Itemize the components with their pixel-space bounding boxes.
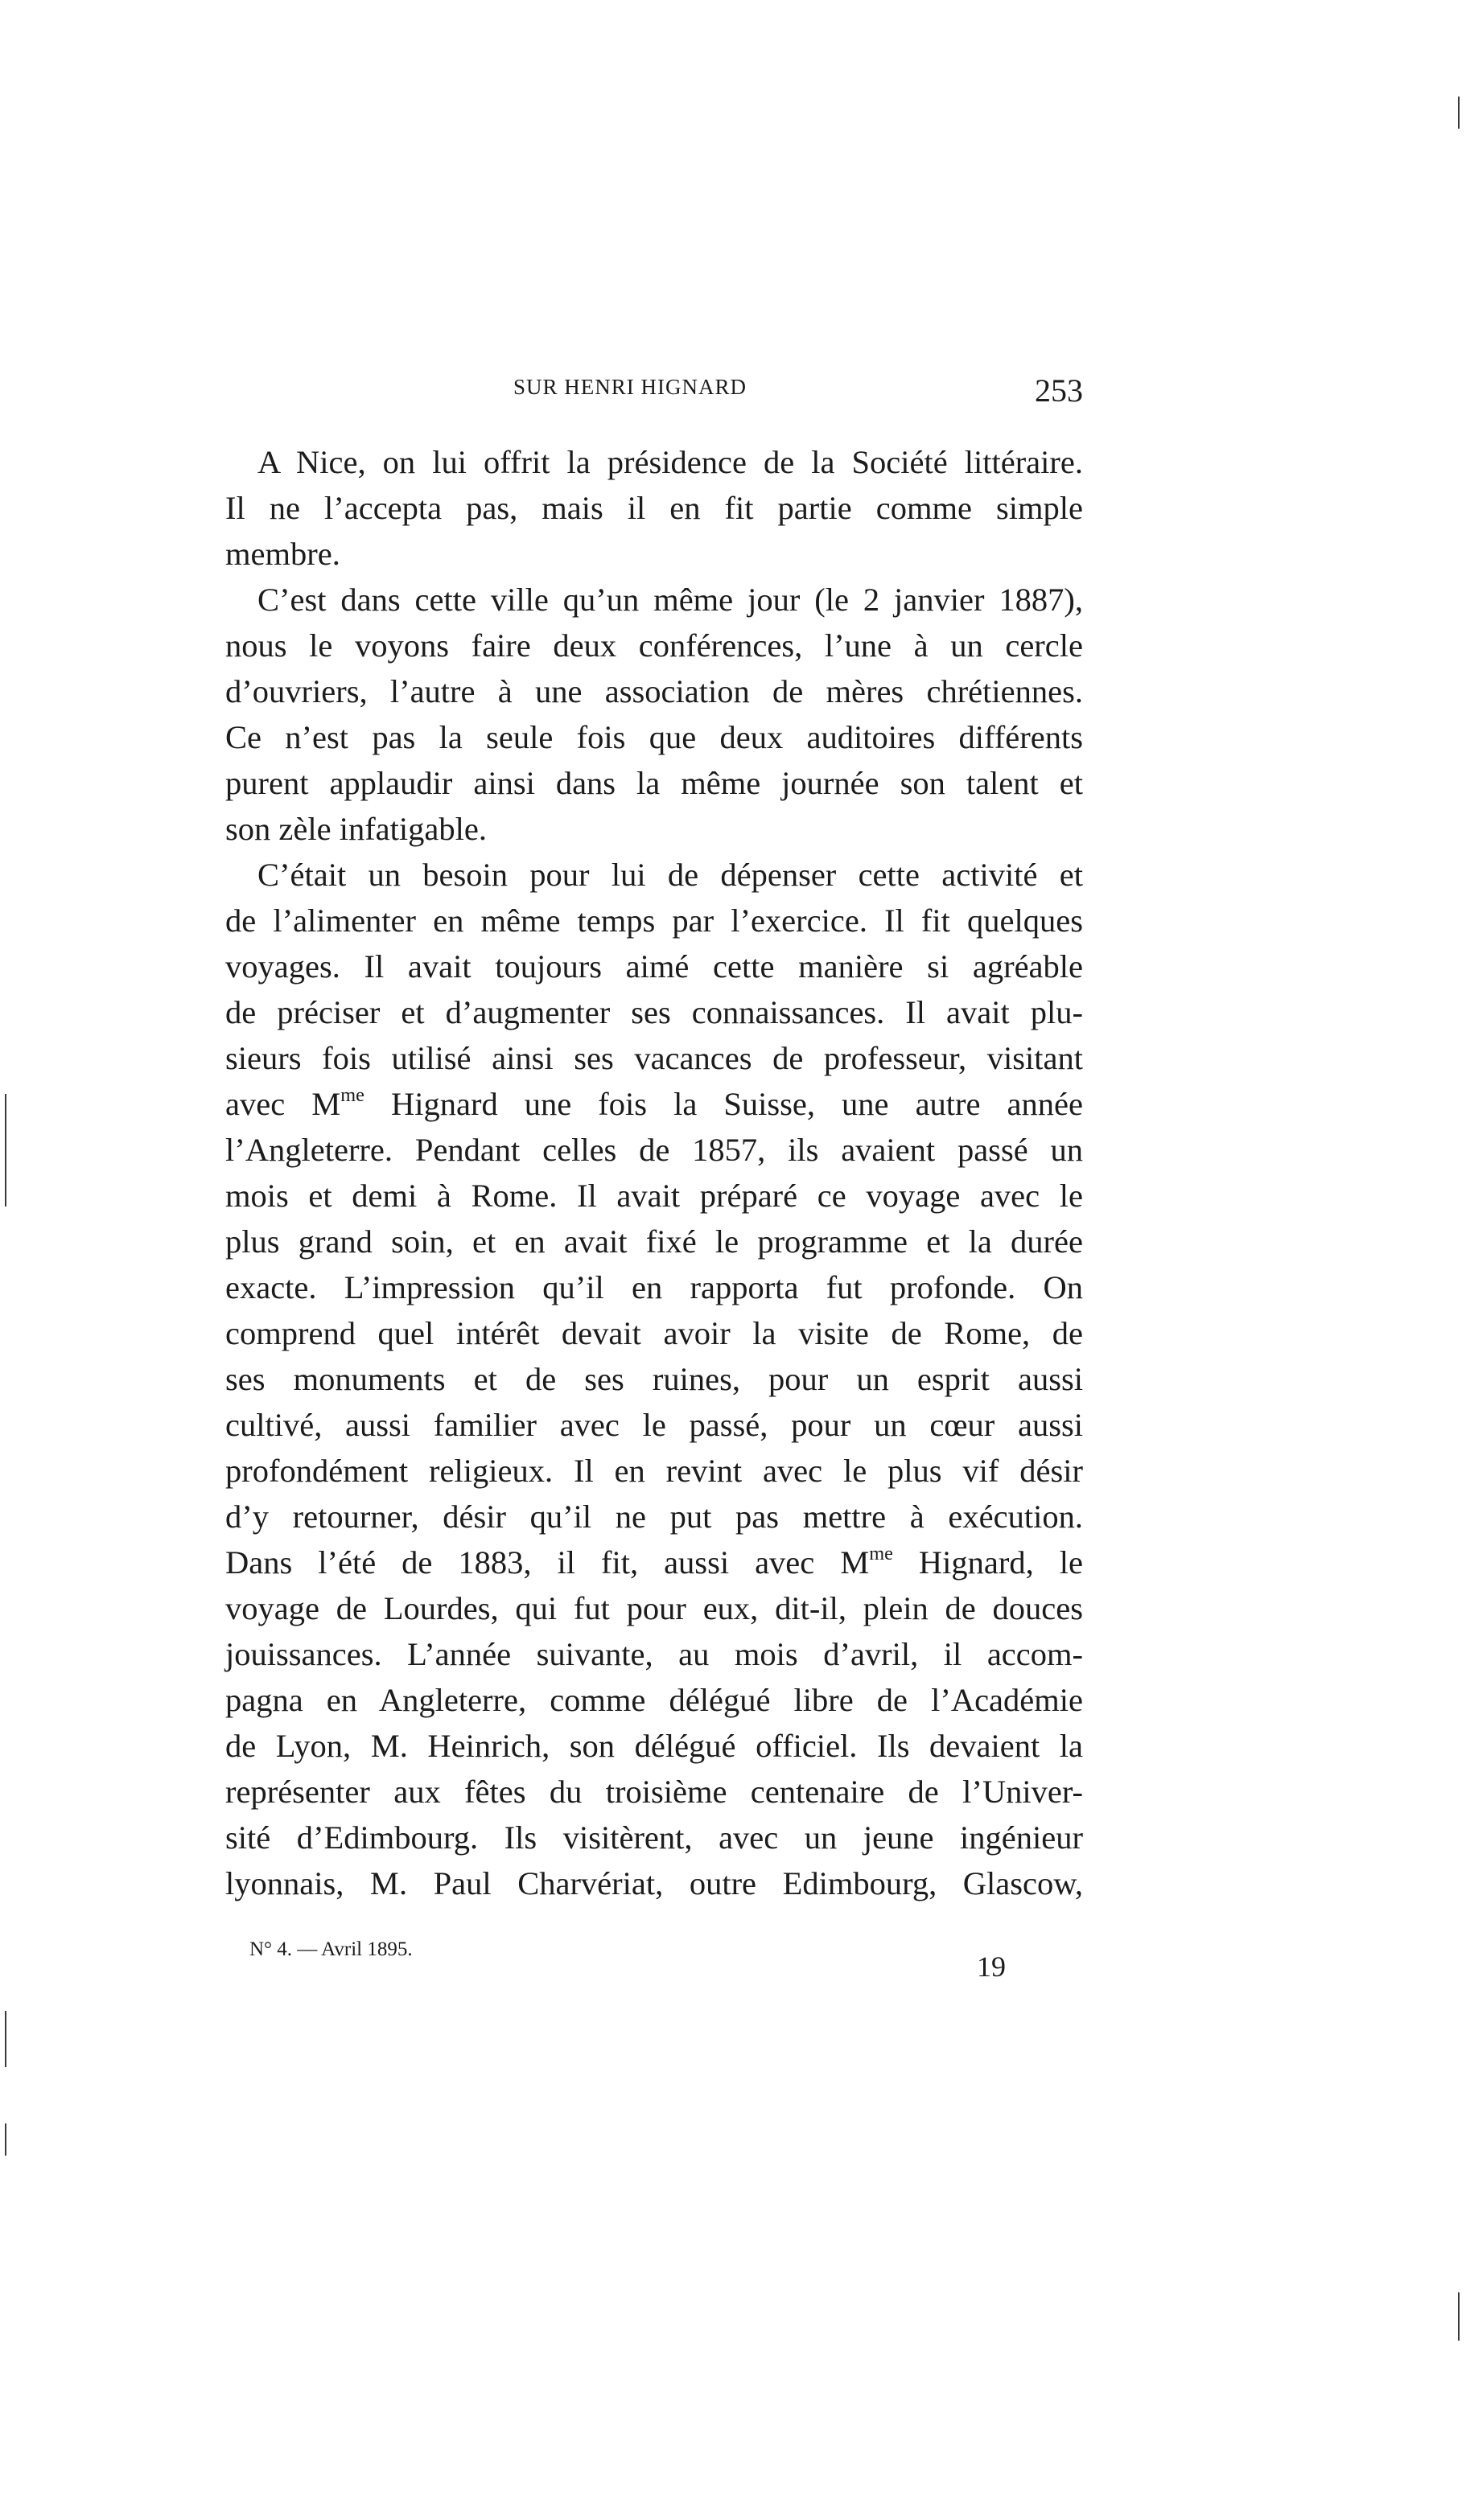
text-line: nous le voyons faire deux conférences, l’une à un cercle (225, 627, 1083, 664)
scan-edge-mark (1458, 2292, 1460, 2341)
text-line: Ce n’est pas la seule fois que deux auditoires différents (225, 719, 1083, 755)
body-text (225, 439, 1083, 1906)
text-line: sieurs fois utilisé ainsi ses vacances de professeur, visitant (225, 1040, 1083, 1076)
text-line: jouissances. L’année suivante, au mois d’avril, il accom- (225, 1636, 1083, 1672)
text-line: C’est dans cette ville qu’un même jour (le 2 janvier 1887), (257, 582, 1083, 618)
text-line: membre. (225, 536, 340, 572)
page-footer (249, 1938, 1006, 1987)
text-line: son zèle infatigable. (225, 811, 487, 847)
text-line: d’y retourner, désir qu’il ne put pas mettre à exécution. (225, 1498, 1083, 1535)
text-line: comprend quel intérêt devait avoir la visite de Rome, de (225, 1315, 1083, 1351)
text-line: l’Angleterre. Pendant celles de 1857, ils avaient passé un (225, 1132, 1083, 1168)
text-line: de l’alimenter en même temps par l’exercice. Il fit quelques (225, 902, 1083, 939)
scan-edge-mark (5, 2011, 6, 2067)
text-line: cultivé, aussi familier avec le passé, pour un cœur aussi (225, 1407, 1083, 1443)
text-line: C’était un besoin pour lui de dépenser cette activité et (257, 857, 1083, 893)
text-line: purent applaudir ainsi dans la même journée son talent et (225, 765, 1083, 801)
text-line: exacte. L’impression qu’il en rapporta fut profonde. On (225, 1269, 1083, 1305)
text-line: Il ne l’accepta pas, mais il en fit partie comme simple (225, 490, 1083, 526)
scan-edge-mark (5, 1094, 6, 1207)
running-title: SUR HENRI HIGNARD (513, 375, 747, 399)
text-line: pagna en Angleterre, comme délégué libre de l’Académie (225, 1682, 1083, 1718)
text-line: ses monuments et de ses ruines, pour un esprit aussi (225, 1361, 1083, 1397)
scan-edge-mark (5, 2123, 6, 2156)
text-line: profondément religieux. Il en revint avec le plus vif désir (225, 1453, 1083, 1489)
text-line: plus grand soin, et en avait fixé le programme et la durée (225, 1223, 1083, 1260)
issue-line: N° 4. — Avril 1895. (249, 1938, 413, 1960)
page-number: 253 (1035, 372, 1083, 409)
text-line: voyage de Lourdes, qui fut pour eux, dit-il, plein de douces (225, 1590, 1083, 1626)
text-line: lyonnais, M. Paul Charvériat, outre Edimbourg, Glascow, (225, 1865, 1083, 1901)
text-line: de préciser et d’augmenter ses connaissances. Il avait plu- (225, 994, 1083, 1030)
text-line: A Nice, on lui offrit la présidence de la Société littéraire. (257, 444, 1083, 480)
text-line: voyages. Il avait toujours aimé cette manière si agréable (225, 948, 1083, 985)
text-line: Dans l’été de 1883, il fit, aussi avec $M^{me}$ Hignard, le (225, 1543, 1083, 1581)
text-line: mois et demi à Rome. Il avait préparé ce voyage avec le (225, 1178, 1083, 1214)
text-line: d’ouvriers, l’autre à une association de mères chrétiennes. (225, 673, 1083, 709)
running-head (225, 372, 1083, 420)
text-line: de Lyon, M. Heinrich, son délégué officiel. Ils devaient la (225, 1728, 1083, 1764)
text-line: sité d’Edimbourg. Ils visitèrent, avec un jeune ingénieur (225, 1819, 1083, 1856)
text-line: avec $M^{me}$ Hignard une fois la Suisse, une autre année (225, 1084, 1083, 1122)
scan-edge-mark (1458, 97, 1460, 129)
text-line: représenter aux fêtes du troisième centenaire de l’Univer- (225, 1774, 1083, 1810)
signature-mark: 19 (977, 1951, 1006, 1983)
